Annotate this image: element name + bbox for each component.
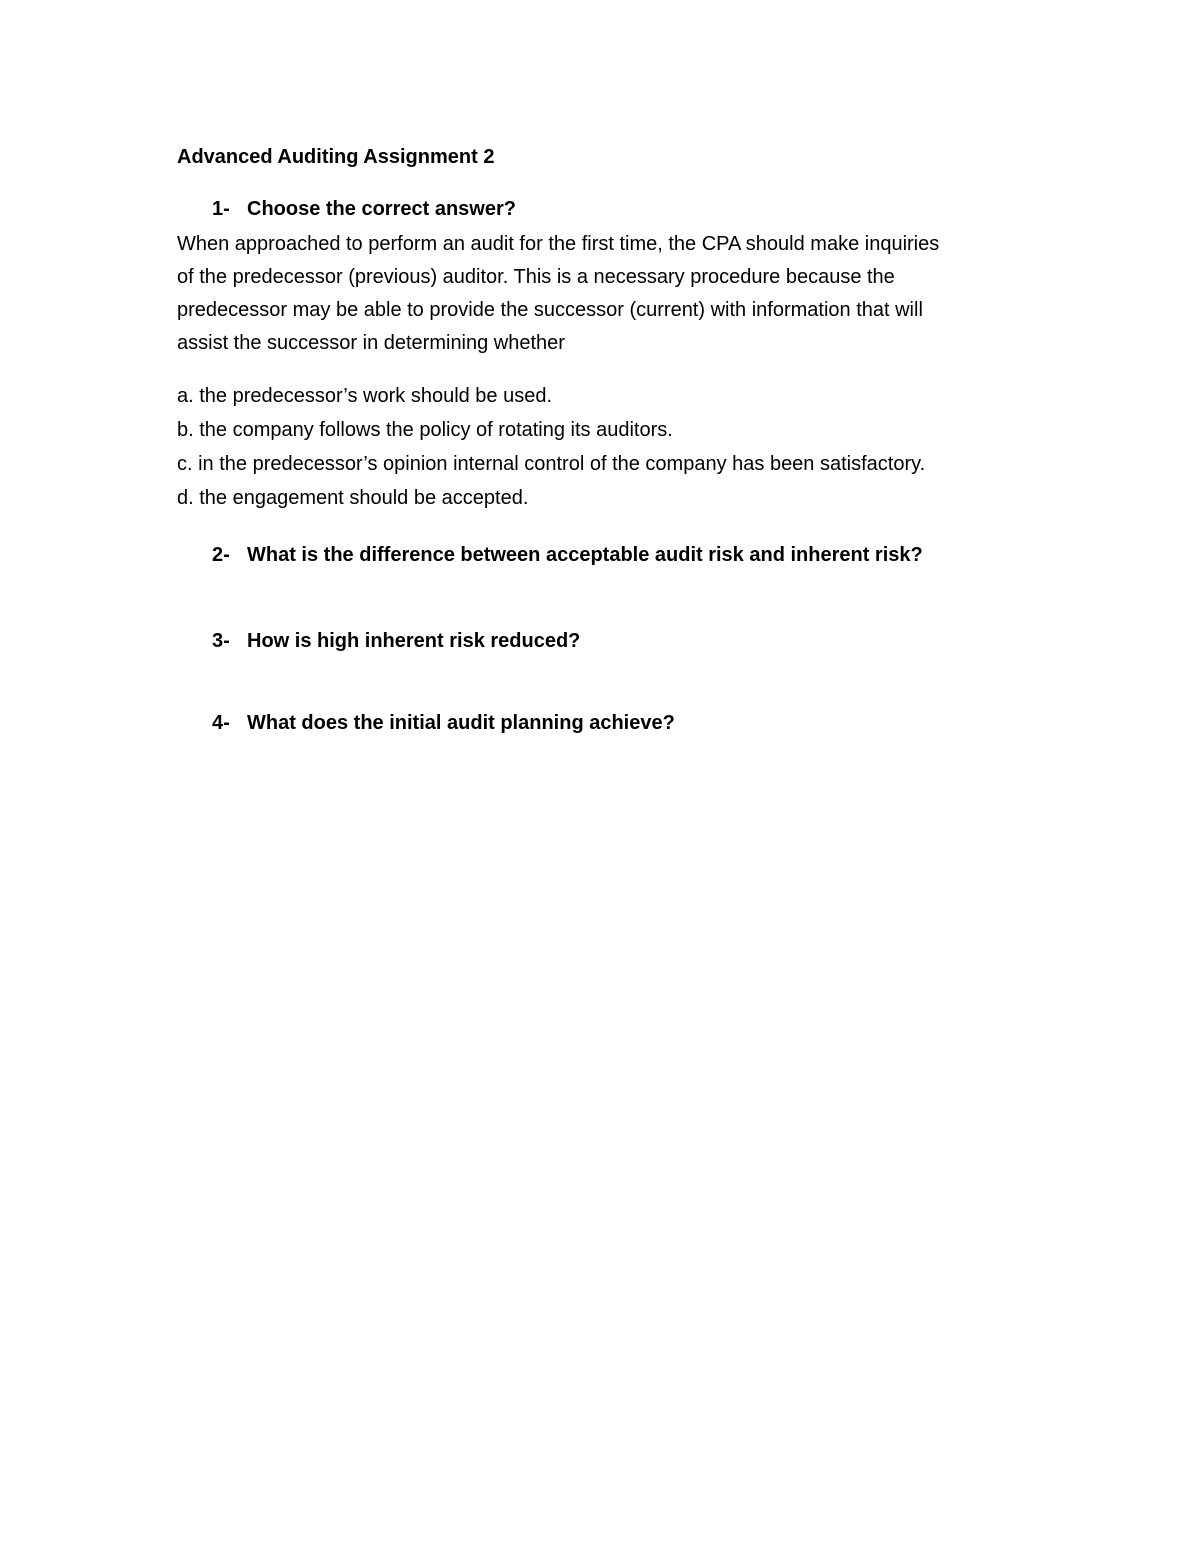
body-line: of the predecessor (previous) auditor. This is a necessary procedure because the xyxy=(177,266,895,288)
question-number: 2- xyxy=(212,544,230,566)
question-number: 1- xyxy=(212,198,230,220)
option-d: d. the engagement should be accepted. xyxy=(177,487,529,509)
document-title: Advanced Auditing Assignment 2 xyxy=(177,146,495,168)
question-text: Choose the correct answer? xyxy=(247,198,516,220)
option-a: a. the predecessor’s work should be used. xyxy=(177,385,553,407)
body-line: When approached to perform an audit for the first time, the CPA should make inquiries xyxy=(177,233,940,255)
question-1-body xyxy=(177,228,1017,360)
question-number: 3- xyxy=(212,630,230,652)
question-text: What is the difference between acceptable audit risk and inherent risk? xyxy=(247,544,923,566)
question-2-heading xyxy=(212,541,923,569)
question-4-heading xyxy=(212,709,675,737)
question-text: How is high inherent risk reduced? xyxy=(247,630,581,652)
option-c: c. in the predecessor’s opinion internal control of the company has been satisfactory. xyxy=(177,453,926,475)
body-line: assist the successor in determining whether xyxy=(177,332,565,354)
question-1-heading xyxy=(212,195,516,223)
option-b: b. the company follows the policy of rotating its auditors. xyxy=(177,419,673,441)
body-line: predecessor may be able to provide the successor (current) with information that will xyxy=(177,299,923,321)
question-3-heading xyxy=(212,627,580,655)
question-1-options xyxy=(177,379,925,515)
question-number: 4- xyxy=(212,712,230,734)
question-text: What does the initial audit planning achieve? xyxy=(247,712,675,734)
